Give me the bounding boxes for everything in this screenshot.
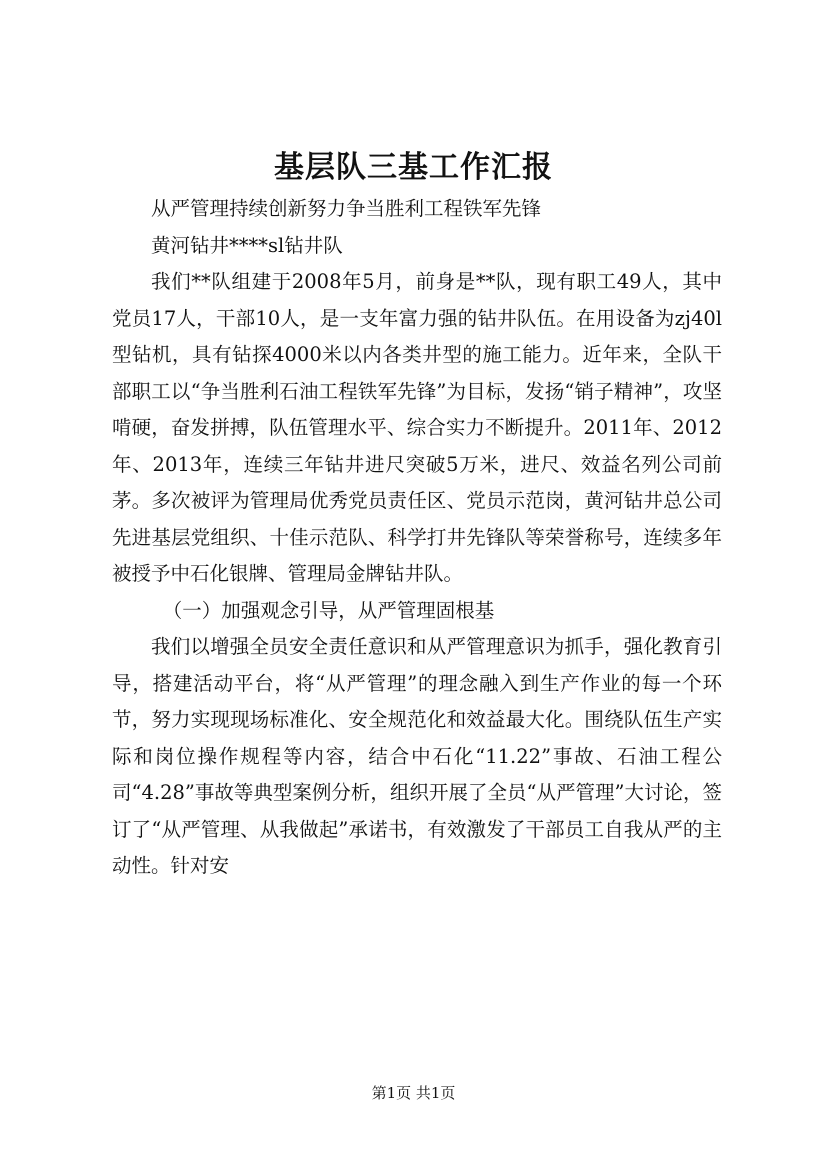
body-paragraph-intro: 我们**队组建于2008年5月，前身是**队，现有职工49人，其中党员17人，干部10人，是一支年富力强的钻井队伍。在用设备为zj40l型钻机，具有钻探4000米以内各类井型的施工能力。近年来，全队干部职工以“争当胜利石油工程铁军先锋”为目标，发扬“销子精神”，攻坚啃硬，奋发拼搏，队伍管理水平、综合实力不断提升。2011年、2012年、2013年，连续三年钻井进尺突破5万米，进尺、效益名列公司前茅。多次被评为管理局优秀党员责任区、党员示范岗，黄河钻井总公司先进基层党组织、十佳示范队、科学打井先锋队等荣誉称号，连续多年被授予中石化银牌、管理局金牌钻井队。: [112, 270, 722, 585]
page-footer: 第1页 共1页: [371, 1084, 456, 1102]
body-paragraph-section-1: 我们以增强全员安全责任意识和从严管理意识为抓手，强化教育引导，搭建活动平台，将“从严管理”的理念融入到生产作业的每一个环节，努力实现现场标准化、安全规范化和效益最大化。围绕队伍生产实际和岗位操作规程等内容，结合中石化“11.22”事故、石油工程公司“4.28”事故等典型案例分析，组织开展了全员“从严管理”大讨论，签订了“从严管理、从我做起”承诺书，有效激发了干部员工自我从严的主动性。针对安: [112, 635, 722, 877]
document-title: 基层队三基工作汇报: [274, 150, 553, 185]
section-heading-1: （一）加强观念引导，从严管理固根基: [162, 598, 495, 622]
subtitle-line: 从严管理持续创新努力争当胜利工程铁军先锋: [151, 197, 542, 220]
unit-line: 黄河钻井****sl钻井队: [151, 233, 343, 257]
document-body: [112, 191, 722, 885]
